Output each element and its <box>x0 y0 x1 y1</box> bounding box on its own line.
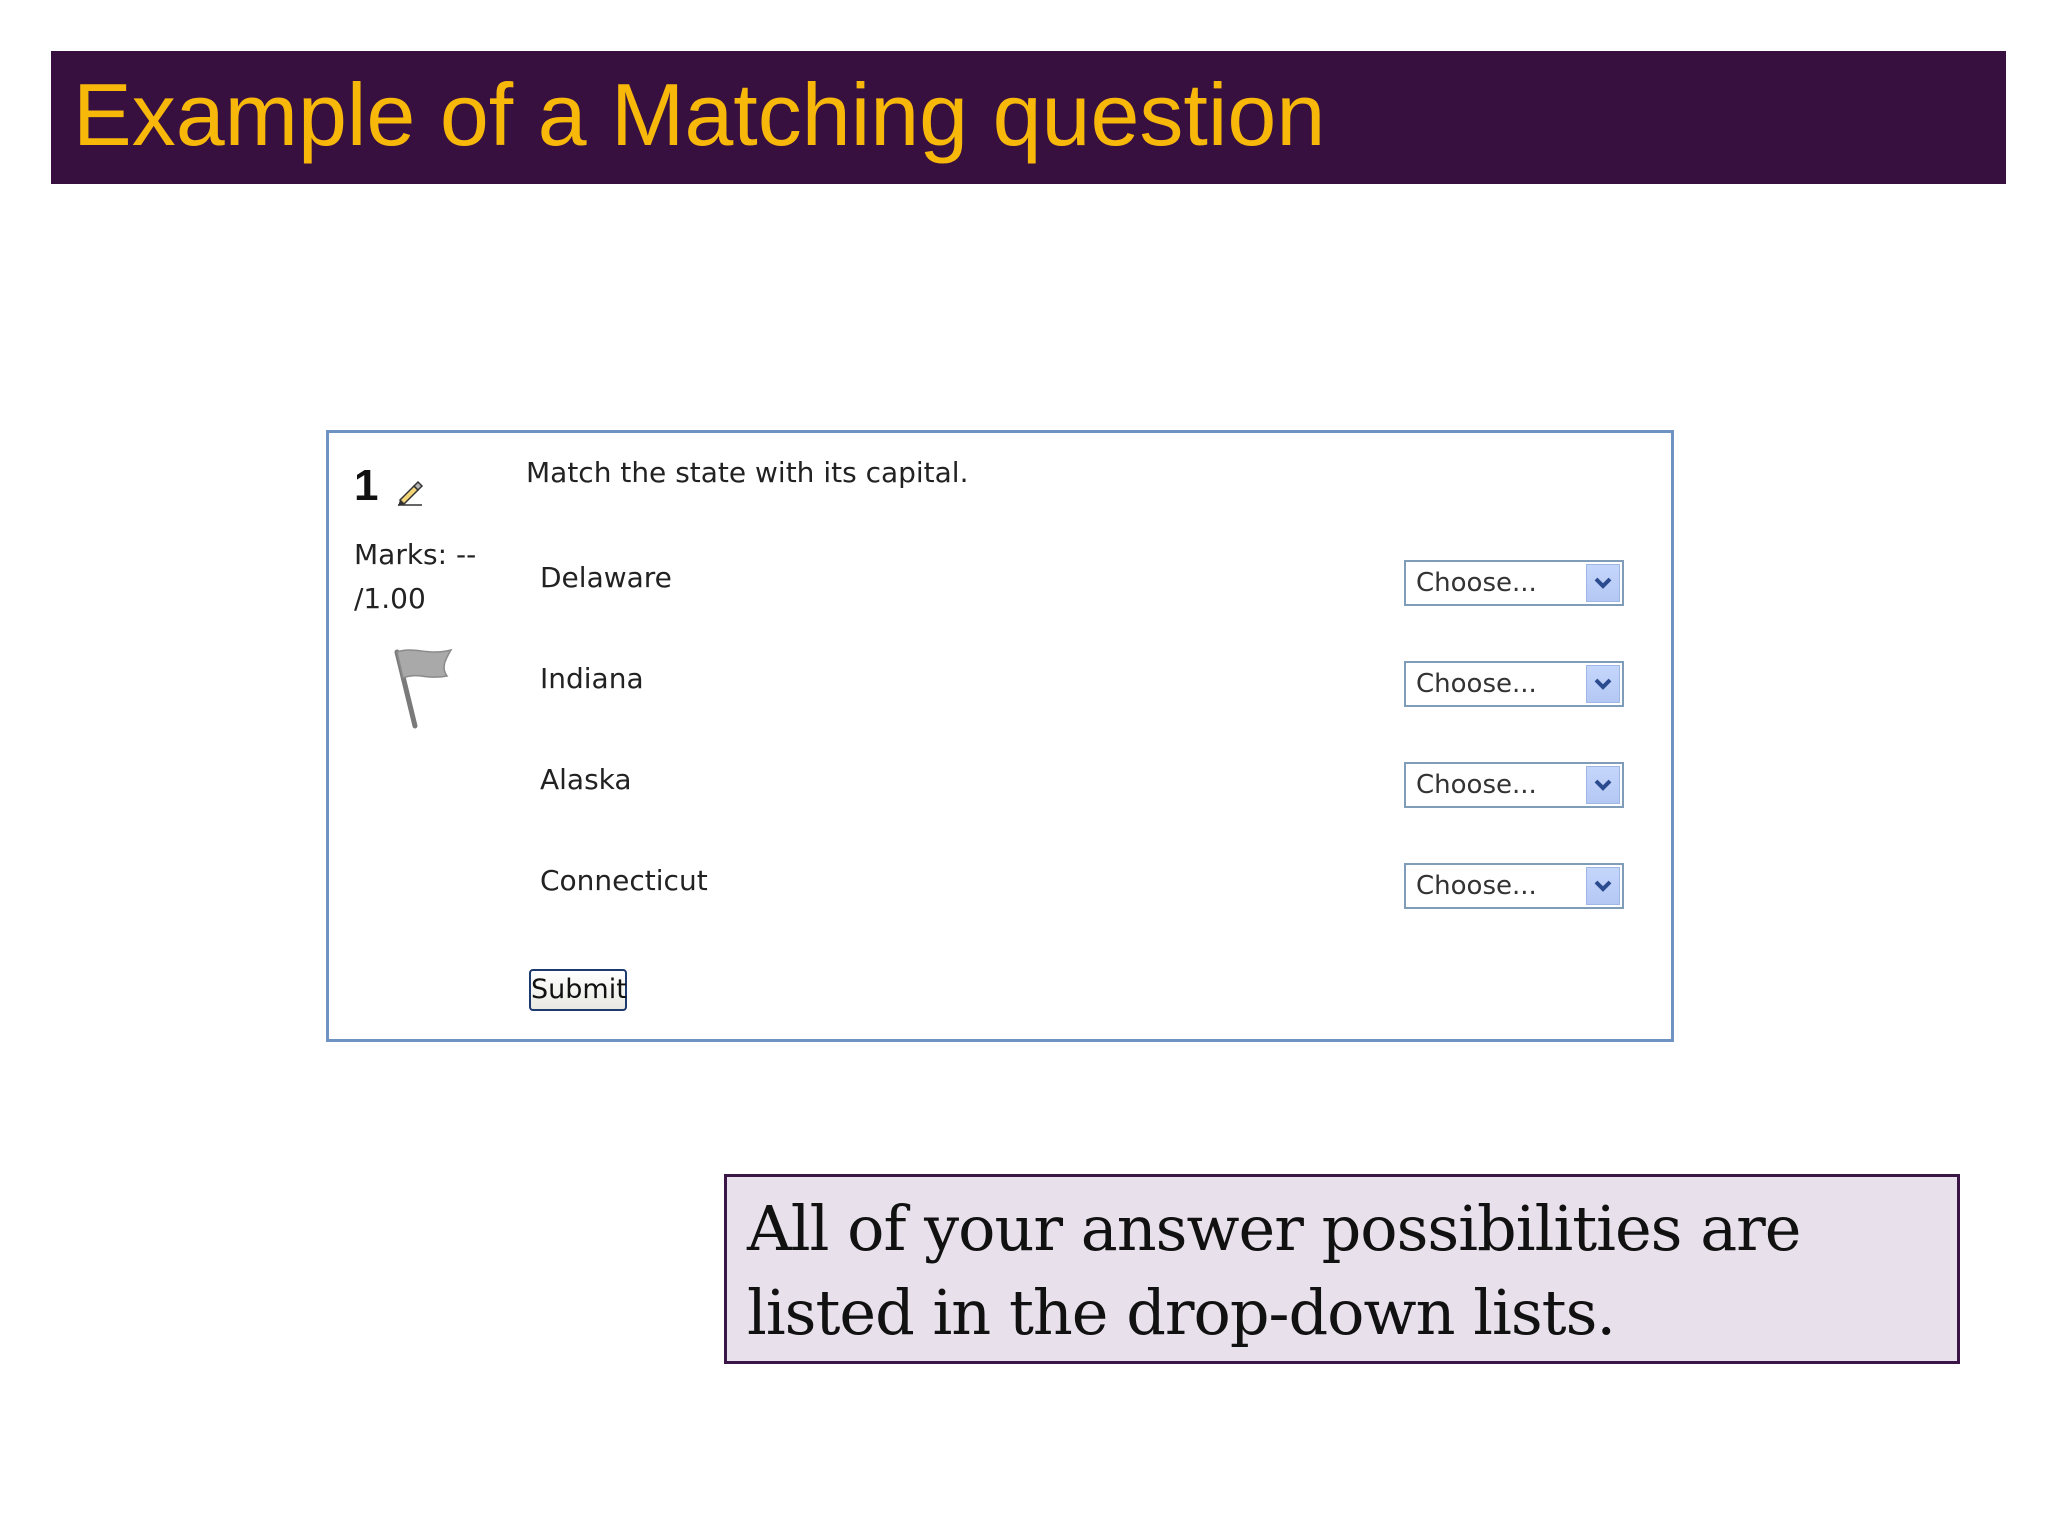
question-text: Match the state with its capital. <box>526 456 969 489</box>
match-row-connecticut <box>329 861 1671 921</box>
slide-title-bar <box>51 51 2006 184</box>
chevron-down-icon[interactable] <box>1586 766 1620 804</box>
chevron-down-icon[interactable] <box>1586 564 1620 602</box>
select-value: Choose... <box>1416 871 1537 901</box>
match-row-indiana <box>329 659 1671 719</box>
capital-select-indiana[interactable] <box>1404 661 1624 707</box>
state-label: Alaska <box>540 763 632 796</box>
select-value: Choose... <box>1416 669 1537 699</box>
marks-value: Marks: -- <box>354 538 477 571</box>
select-value: Choose... <box>1416 770 1537 800</box>
state-label: Delaware <box>540 561 672 594</box>
state-label: Connecticut <box>540 864 708 897</box>
slide-title: Example of a Matching question <box>73 65 1326 164</box>
chevron-down-icon[interactable] <box>1586 867 1620 905</box>
capital-select-alaska[interactable] <box>1404 762 1624 808</box>
edit-icon[interactable] <box>396 478 424 506</box>
select-value: Choose... <box>1416 568 1537 598</box>
capital-select-delaware[interactable] <box>1404 560 1624 606</box>
quiz-question-panel <box>326 430 1674 1042</box>
note-text: All of your answer possibilities are listed in the drop-down lists. <box>747 1192 1801 1349</box>
chevron-down-icon[interactable] <box>1586 665 1620 703</box>
capital-select-connecticut[interactable] <box>1404 863 1624 909</box>
question-number: 1 <box>354 461 379 510</box>
state-label: Indiana <box>540 662 644 695</box>
callout-note <box>724 1174 1960 1364</box>
match-row-alaska <box>329 760 1671 820</box>
marks-max: /1.00 <box>354 582 426 615</box>
match-row-delaware <box>329 558 1671 618</box>
submit-button[interactable]: Submit <box>529 969 627 1011</box>
